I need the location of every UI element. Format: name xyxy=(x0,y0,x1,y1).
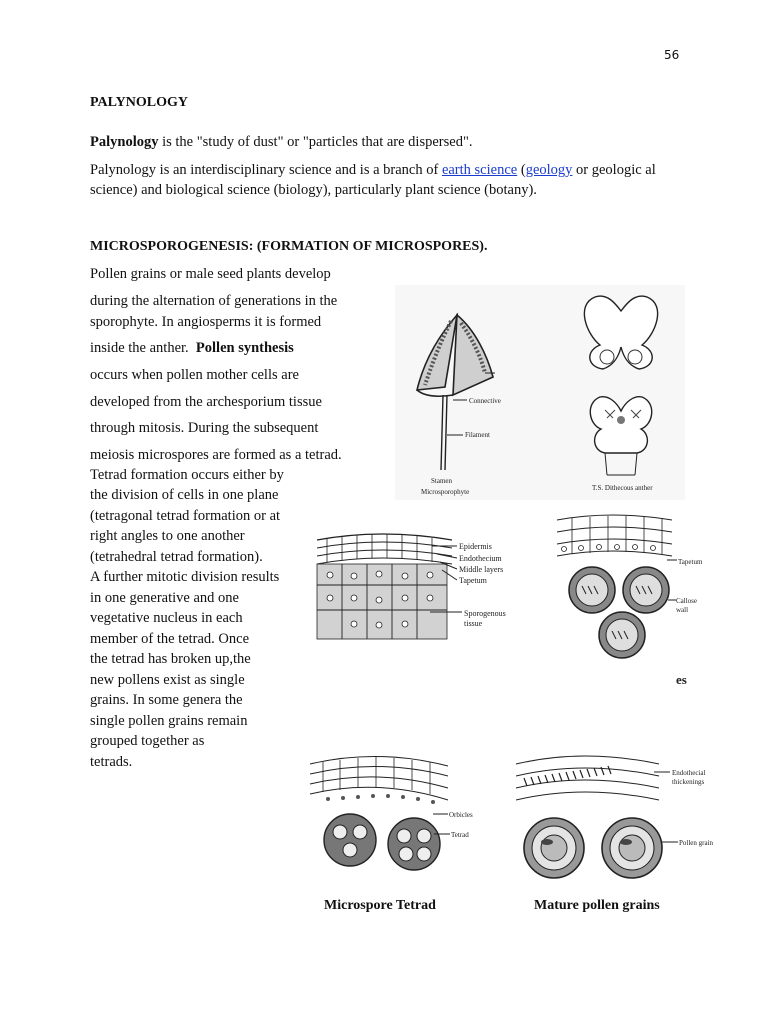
intro-paragraph xyxy=(90,160,680,200)
para1-line: developed from the archesporium tissue xyxy=(90,394,322,410)
caption-mature-pollen: Mature pollen grains xyxy=(534,898,660,913)
para2-line: in one generative and one xyxy=(90,590,239,606)
tapetum-label: Tapetum xyxy=(459,576,487,585)
section-heading: MICROSPOROGENESIS: (FORMATION OF MICROSPORES). xyxy=(90,239,488,254)
para2-line: (tetragonal tetrad formation or at xyxy=(90,508,281,524)
epidermis-label: Epidermis xyxy=(459,542,492,551)
microspore-tetrad-figure xyxy=(308,752,488,884)
definition-text: is the "study of dust" or "particles that are dispersed". xyxy=(158,134,473,150)
para2-line: A further mitotic division results xyxy=(90,569,280,585)
para2-line: tetrads. xyxy=(90,754,133,770)
para2-line: single pollen grains remain xyxy=(90,713,248,729)
orbicles-label: Orbicles xyxy=(449,811,473,819)
earth-science-link[interactable]: earth science xyxy=(441,162,518,178)
para1-line: through mitosis. During the subsequent xyxy=(90,420,319,436)
caption-microspore-tetrad: Microspore Tetrad xyxy=(324,898,436,913)
para2-line: vegetative nucleus in each xyxy=(90,610,243,626)
ts-anther-label: T.S. Dithecous anther xyxy=(592,484,653,492)
para2-line: Tetrad formation occurs either by xyxy=(90,467,284,483)
endothecial-label-1: Endothecial xyxy=(672,769,706,777)
pollen-synthesis-bold: Pollen synthesis xyxy=(195,340,294,356)
page-number: 56 xyxy=(664,48,680,62)
para2-line: the division of cells in one plane xyxy=(90,487,279,503)
middle-layers-label: Middle layers xyxy=(459,565,504,574)
definition-paragraph xyxy=(90,132,690,152)
microsporophyte-label: Microsporophyte xyxy=(421,488,470,496)
para2-line: grains. In some genera the xyxy=(90,692,243,708)
sporogenous-label-2: tissue xyxy=(464,619,483,628)
callose-label-1: Callose xyxy=(676,597,697,605)
anther-wall-figure xyxy=(312,530,522,645)
callose-wall-figure xyxy=(552,512,712,702)
geology-link[interactable]: geology xyxy=(525,162,573,178)
mature-pollen-figure xyxy=(514,750,724,882)
para1-line: meiosis microspores are formed as a tetrad. xyxy=(90,447,342,463)
para2-line: new pollens exist as single xyxy=(90,672,245,688)
endothecial-label-2: thickenings xyxy=(672,778,705,786)
intro-text-2: ( xyxy=(517,162,526,178)
pollen-grain-label: Pollen grain xyxy=(679,839,714,847)
stamen-anther-figure xyxy=(395,285,685,500)
stamen-label: Stamen xyxy=(431,477,452,485)
para1-line: during the alternation of generations in the xyxy=(90,293,338,309)
para1-line: occurs when pollen mother cells are xyxy=(90,367,299,383)
sporogenous-label-1: Sporogenous xyxy=(464,609,506,618)
para1-line xyxy=(90,340,294,357)
tapetum-label-2: Tapetum xyxy=(678,558,703,566)
caption-fragment: es xyxy=(676,672,687,687)
para2-line: the tetrad has broken up,the xyxy=(90,651,251,667)
para2-line: (tetrahedral tetrad formation). xyxy=(90,549,263,565)
intro-text-1: Palynology is an interdisciplinary science and is a branch of xyxy=(90,162,442,178)
intro-text-3: or geologic al science) and biological science (biology), particularly plant science (botany). xyxy=(90,162,656,198)
connective-label: Connective xyxy=(469,397,501,405)
para2-line: member of the tetrad. Once xyxy=(90,631,250,647)
para1-line: Pollen grains or male seed plants develop xyxy=(90,266,331,282)
callose-label-2: wall xyxy=(676,606,689,614)
filament-label: Filament xyxy=(465,431,490,439)
endothecium-label: Endothecium xyxy=(459,554,502,563)
para1-line: sporophyte. In angiosperms it is formed xyxy=(90,314,322,330)
definition-term: Palynology xyxy=(90,134,159,150)
tetrad-label: Tetrad xyxy=(451,831,469,839)
para2-line: right angles to one another xyxy=(90,528,245,544)
para1-text: inside the anther. xyxy=(90,340,189,356)
para2-line: grouped together as xyxy=(90,733,205,749)
page-title: PALYNOLOGY xyxy=(90,95,189,110)
